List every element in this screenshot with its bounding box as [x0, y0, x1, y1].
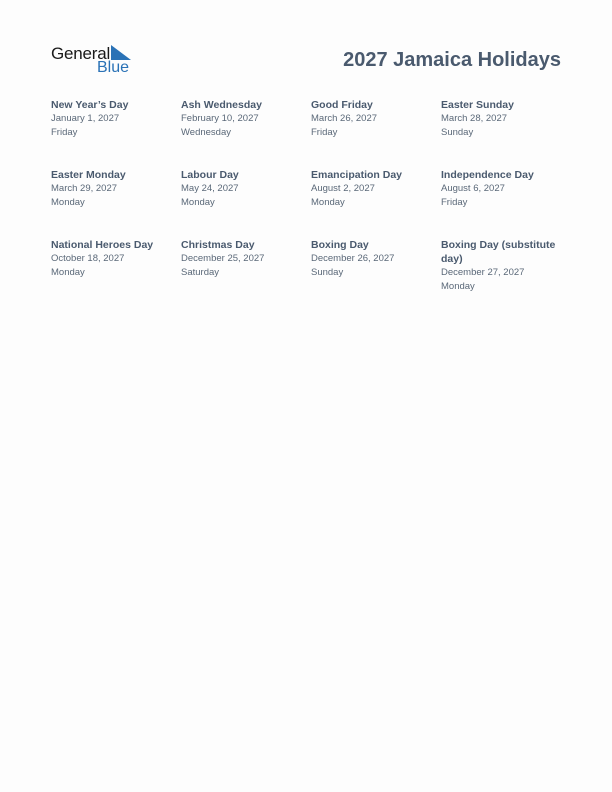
holiday-item — [181, 168, 299, 210]
holiday-name: Boxing Day — [311, 239, 369, 251]
holiday-weekday: Friday — [311, 127, 338, 138]
holiday-item — [51, 238, 169, 280]
holiday-item — [51, 98, 169, 140]
holiday-item — [311, 168, 429, 210]
holiday-item — [181, 238, 299, 280]
holiday-date: August 6, 2027 — [441, 183, 505, 194]
holiday-item — [441, 238, 559, 294]
logo-flag-icon — [111, 45, 131, 60]
holiday-date: December 26, 2027 — [311, 253, 395, 264]
logo-word-blue: Blue — [97, 59, 130, 76]
holiday-weekday: Sunday — [311, 267, 344, 278]
holiday-date: August 2, 2027 — [311, 183, 375, 194]
generalblue-logo — [51, 44, 141, 78]
holiday-weekday: Monday — [51, 197, 85, 208]
holiday-name: Christmas Day — [181, 239, 255, 251]
page-title: 2027 Jamaica Holidays — [343, 49, 561, 71]
holiday-weekday: Monday — [181, 197, 215, 208]
holiday-name: Easter Monday — [51, 169, 126, 181]
holiday-date: March 26, 2027 — [311, 113, 378, 124]
holiday-weekday: Wednesday — [181, 127, 231, 138]
holiday-name: Emancipation Day — [311, 169, 403, 181]
holiday-weekday: Friday — [441, 197, 468, 208]
holiday-date: February 10, 2027 — [181, 113, 259, 124]
holiday-item — [311, 98, 429, 140]
holiday-item — [311, 238, 429, 280]
holiday-date: December 27, 2027 — [441, 267, 525, 278]
holiday-name: New Year’s Day — [51, 99, 129, 111]
holiday-date: December 25, 2027 — [181, 253, 265, 264]
logo-word-general: General — [51, 44, 111, 63]
holiday-weekday: Monday — [51, 267, 85, 278]
holiday-name: Ash Wednesday — [181, 99, 262, 111]
holiday-name: Good Friday — [311, 99, 373, 111]
holiday-date: January 1, 2027 — [51, 113, 120, 124]
holiday-date: October 18, 2027 — [51, 253, 125, 264]
holiday-date: March 29, 2027 — [51, 183, 118, 194]
holiday-name: Labour Day — [181, 169, 239, 181]
holiday-weekday: Friday — [51, 127, 78, 138]
holiday-name: Independence Day — [441, 169, 534, 181]
holiday-item — [441, 98, 559, 140]
holiday-weekday: Monday — [311, 197, 345, 208]
holiday-weekday: Saturday — [181, 267, 220, 278]
holiday-name: Boxing Day (substitute day) — [441, 239, 556, 265]
holiday-weekday: Monday — [441, 281, 475, 292]
holiday-date: May 24, 2027 — [181, 183, 239, 194]
holiday-item — [51, 168, 169, 210]
holiday-item — [181, 98, 299, 140]
holiday-item — [441, 168, 559, 210]
holiday-weekday: Sunday — [441, 127, 474, 138]
holiday-date: March 28, 2027 — [441, 113, 508, 124]
holiday-name: Easter Sunday — [441, 99, 514, 111]
holiday-name: National Heroes Day — [51, 239, 154, 251]
